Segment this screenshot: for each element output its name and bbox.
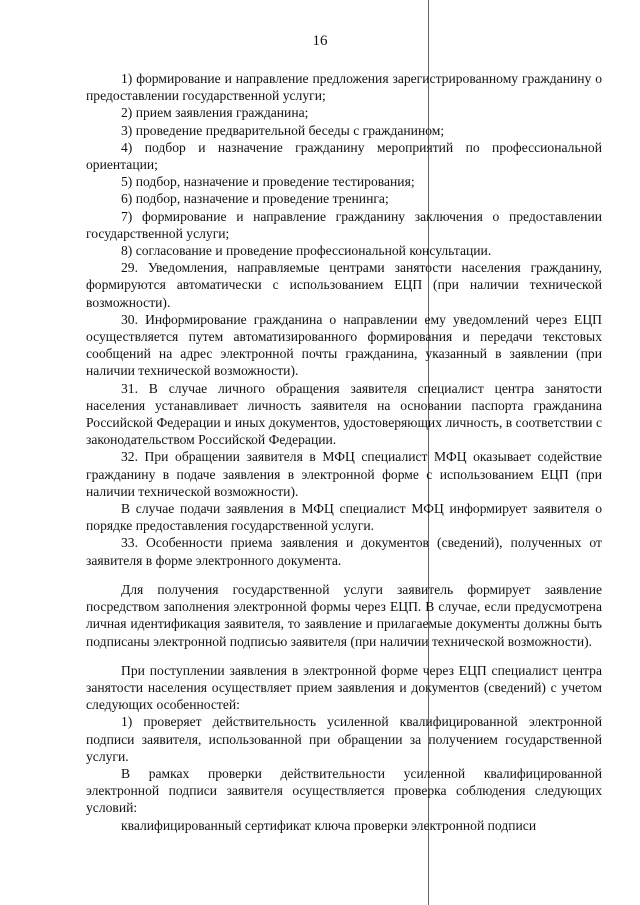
paragraph: 31. В случае личного обращения заявителя специалист центра занятости населения устанавливает личность заявителя на основании паспорта гражданина Российской Федерации и иных документов, удостоверяющих личность, в соответствии с законодательством Российской Федерации.	[86, 380, 602, 448]
document-body	[86, 70, 602, 834]
paragraph: 4) подбор и назначение гражданину мероприятий по профессиональной ориентации;	[86, 139, 602, 173]
paragraph: 8) согласование и проведение профессиональной консультации.	[121, 243, 492, 259]
paragraph: 3) проведение предварительной беседы с гражданином;	[121, 122, 445, 138]
paragraph: 2) прием заявления гражданина;	[121, 105, 309, 121]
paragraph: Для получения государственной услуги заявитель формирует заявление посредством заполнения электронной формы через ЕЦП. В случае, если предусмотрена личная идентификация заявителя, то заявление и прилагаемые документы должны быть подписаны электронной подписью заявителя (при наличии технической возможности).	[86, 581, 602, 649]
page-number: 16	[312, 33, 328, 49]
paragraph: В рамках проверки действительности усиленной квалифицированной электронной подписи заявителя осуществляется проверка соблюдения следующих условий:	[86, 765, 602, 816]
paragraph: При поступлении заявления в электронной форме через ЕЦП специалист центра занятости населения осуществляет прием заявления и документов (сведений) с учетом следующих особенностей:	[86, 662, 602, 713]
paragraph: 29. Уведомления, направляемые центрами занятости населения гражданину, формируются автоматически с использованием ЕЦП (при наличии технической возможности).	[86, 260, 602, 310]
paragraph: квалифицированный сертификат ключа проверки электронной подписи	[121, 817, 537, 833]
paragraph: 33. Особенности приема заявления и документов (сведений), полученных от заявителя в форме электронного документа.	[86, 535, 602, 568]
paragraph: 7) формирование и направление гражданину заключения о предоставлении государственной услуги;	[86, 208, 602, 241]
paragraph: 30. Информирование гражданина о направлении ему уведомлений через ЕЦП осуществляется путем автоматизированного формирования и передачи текстовых сообщений на адрес электронной почты гражданина, указанный в заявлении (при наличии технической возможности).	[86, 311, 602, 379]
paragraph: 6) подбор, назначение и проведение тренинга;	[121, 191, 389, 207]
paragraph: 5) подбор, назначение и проведение тестирования;	[121, 174, 415, 190]
paragraph: 1) формирование и направление предложения зарегистрированному гражданину о предоставлении государственной услуги;	[86, 71, 602, 104]
paragraph: 32. При обращении заявителя в МФЦ специалист МФЦ оказывает содействие гражданину в подаче заявления в электронной форме с использованием ЕЦП (при наличии технической возможности).	[86, 449, 602, 499]
paragraph: 1) проверяет действительность усиленной квалифицированной электронной подписи заявителя, использованной при обращении за получением государственной услуги.	[86, 714, 602, 764]
paragraph: В случае подачи заявления в МФЦ специалист МФЦ информирует заявителя о порядке предоставления государственной услуги.	[86, 501, 602, 534]
